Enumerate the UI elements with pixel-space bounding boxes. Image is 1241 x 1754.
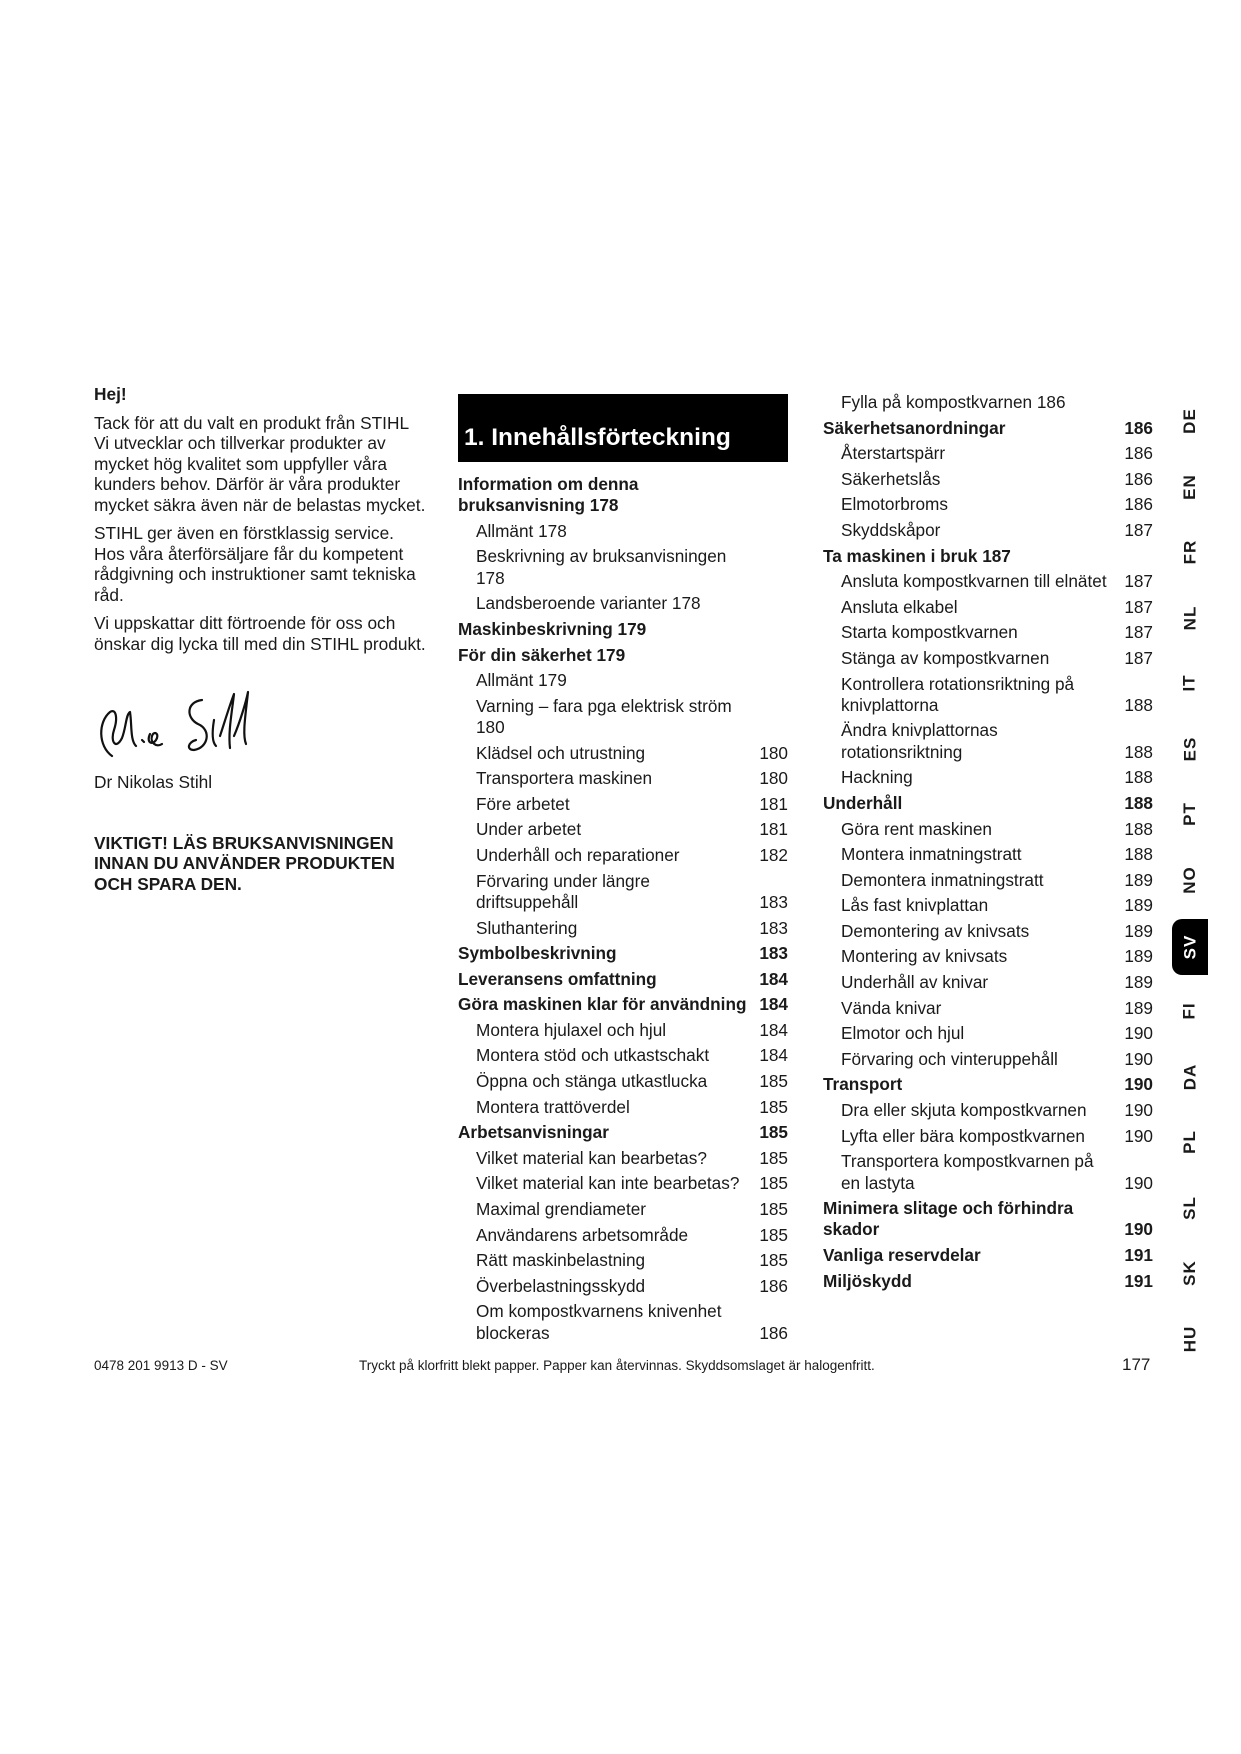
toc-entry (458, 819, 788, 840)
toc-entry (458, 969, 788, 990)
toc-entry (823, 418, 1153, 439)
toc-entry-title: Montera hjulaxel och hjul (476, 1019, 667, 1040)
toc-entry (823, 494, 1153, 515)
language-tab-label: FR (1179, 539, 1199, 565)
toc-entry-title: Minimera slitage och förhindra skador (823, 1198, 1074, 1240)
language-tab-label: SK (1180, 1260, 1199, 1286)
toc-entry-page: 184 (759, 968, 788, 989)
toc-entry (458, 593, 788, 614)
toc-entry-title: Förvaring under längre driftsuppehåll (476, 870, 650, 912)
language-tab-hu (1172, 1311, 1208, 1367)
toc-entry-title: Montera inmatningstratt (841, 844, 1022, 865)
toc-entry-page: 187 (1124, 647, 1153, 668)
toc-entry-title: Varning – fara pga elektrisk ström 180 (476, 695, 732, 738)
toc-entry-title: Före arbetet (476, 793, 570, 814)
toc-entry-page: 189 (1124, 869, 1153, 890)
language-tab-label: FI (1179, 1002, 1199, 1020)
toc-entry (823, 622, 1153, 643)
toc-entry-page: 190 (1124, 1125, 1153, 1146)
toc-entry-page: 182 (759, 845, 788, 866)
language-tab-en (1172, 459, 1208, 515)
toc-entry (823, 1126, 1153, 1147)
toc-entry-title: Säkerhetslås (841, 468, 941, 489)
toc-entry (458, 1122, 788, 1143)
language-tab-label: DA (1180, 1063, 1199, 1091)
toc-entry-title: Maskinbeskrivning 179 (458, 618, 647, 639)
toc-entry-page: 190 (1124, 1100, 1153, 1121)
toc-entry-page: 184 (759, 994, 788, 1015)
toc-entry-page: 186 (759, 1275, 788, 1296)
toc-entry-page: 186 (1124, 468, 1153, 489)
toc-entry-page: 187 (1124, 519, 1153, 540)
toc-entry-title: Symbolbeskrivning (458, 943, 617, 964)
toc-entry (823, 1074, 1153, 1095)
toc-entry-title: Information om denna bruksanvisning 178 (458, 474, 639, 516)
language-tab-da (1172, 1049, 1208, 1105)
toc-entry (823, 895, 1153, 916)
toc-entry (823, 998, 1153, 1019)
toc-entry-page: 189 (1124, 920, 1153, 941)
toc-entry-title: Lås fast knivplattan (841, 895, 989, 916)
toc-entry (458, 1276, 788, 1297)
toc-entry-page: 183 (759, 891, 788, 912)
language-tab-label: HU (1180, 1325, 1199, 1353)
toc-entry-title: Överbelastningsskydd (476, 1275, 646, 1296)
toc-entry-title: Användarens arbetsområde (476, 1224, 689, 1245)
toc-entry-title: Skyddskåpor (841, 519, 941, 540)
toc-entry-page: 190 (1124, 1219, 1153, 1240)
toc-entry (458, 768, 788, 789)
toc-entry (458, 1199, 788, 1220)
toc-entry-page: 181 (759, 793, 788, 814)
toc-entry-title: Återstartspärr (841, 443, 946, 464)
footer-note: Tryckt på klorfritt blekt papper. Papper kan återvinnas. Skyddsomslaget är halogenfritt. (359, 1358, 875, 1373)
toc-entry-page: 190 (1124, 1074, 1153, 1095)
signature-image (90, 684, 260, 762)
toc-entry (458, 474, 788, 517)
toc-entry (823, 870, 1153, 891)
toc-entry-page: 188 (1124, 767, 1153, 788)
toc-entry (458, 1250, 788, 1271)
toc-entry-title: Under arbetet (476, 819, 582, 840)
toc-entry-page: 187 (1124, 596, 1153, 617)
toc-entry-title: Öppna och stänga utkastlucka (476, 1071, 708, 1092)
toc-entry (823, 546, 1153, 567)
toc-entry-page: 190 (1124, 1172, 1153, 1193)
toc-column-middle (458, 474, 788, 1348)
toc-entry-page: 186 (1124, 443, 1153, 464)
toc-entry-title: Sluthantering (476, 917, 578, 938)
toc-entry-title: Göra rent maskinen (841, 818, 992, 839)
toc-entry (458, 1173, 788, 1194)
toc-entry-page: 188 (1124, 844, 1153, 865)
toc-entry-title: Om kompostkvarnens knivenhet blockeras (476, 1301, 722, 1343)
toc-entry-page: 186 (1124, 417, 1153, 438)
toc-entry (823, 520, 1153, 541)
toc-entry-title: Montera stöd och utkastschakt (476, 1045, 710, 1066)
toc-entry (823, 469, 1153, 490)
toc-column-right (823, 392, 1153, 1296)
toc-entry-page: 185 (759, 1122, 788, 1143)
language-tab-fi (1172, 983, 1208, 1039)
toc-entry-page: 183 (759, 917, 788, 938)
toc-entry-title: Miljöskydd (823, 1270, 912, 1291)
toc-entry (458, 619, 788, 640)
toc-entry-page: 181 (759, 819, 788, 840)
toc-entry-title: Göra maskinen klar för användning (458, 994, 747, 1015)
toc-entry (458, 1020, 788, 1041)
toc-entry-page: 187 (1124, 622, 1153, 643)
document-number: 0478 201 9913 D - SV (94, 1358, 228, 1373)
toc-entry (823, 443, 1153, 464)
toc-entry-title: Underhåll och reparationer (476, 845, 680, 866)
toc-entry-page: 189 (1124, 895, 1153, 916)
toc-entry-title: Beskrivning av bruksanvisningen 178 (476, 546, 727, 588)
toc-entry-title: Landsberoende varianter 178 (476, 593, 701, 614)
language-tab-es (1172, 721, 1208, 777)
toc-heading: 1. Innehållsförteckning (458, 394, 788, 462)
toc-entry-title: Vilket material kan inte bearbetas? (476, 1173, 740, 1194)
signature-name: Dr Nikolas Stihl (94, 772, 213, 792)
toc-entry-page: 180 (759, 768, 788, 789)
toc-entry (823, 1151, 1153, 1194)
toc-entry (458, 743, 788, 764)
language-tab-label: ES (1180, 736, 1199, 762)
toc-entry (823, 392, 1153, 413)
toc-entry-title: Elmotor och hjul (841, 1023, 965, 1044)
toc-entry-page: 185 (759, 1071, 788, 1092)
language-tab-label: DE (1180, 408, 1199, 434)
toc-entry (823, 819, 1153, 840)
toc-entry (823, 946, 1153, 967)
language-tab-sv (1172, 919, 1208, 975)
language-tab-label: IT (1179, 674, 1199, 692)
toc-entry (458, 1071, 788, 1092)
toc-entry (823, 1271, 1153, 1292)
page-number: 177 (1122, 1355, 1151, 1374)
toc-entry (458, 546, 788, 589)
toc-entry-title: Förvaring och vinteruppehåll (841, 1048, 1058, 1069)
toc-entry (458, 943, 788, 964)
toc-entry-title: För din säkerhet 179 (458, 644, 626, 665)
toc-entry (458, 1097, 788, 1118)
toc-entry (458, 696, 788, 739)
toc-entry (823, 1198, 1153, 1241)
toc-entry-title: Säkerhetsanordningar (823, 417, 1006, 438)
toc-entry-page: 183 (759, 943, 788, 964)
toc-entry-page: 180 (759, 742, 788, 763)
toc-entry (458, 1045, 788, 1066)
toc-entry-page: 188 (1124, 741, 1153, 762)
toc-entry-title: Stänga av kompostkvarnen (841, 647, 1050, 668)
intro-column (94, 384, 428, 902)
toc-entry-page: 185 (759, 1147, 788, 1168)
toc-entry-page: 189 (1124, 972, 1153, 993)
toc-entry-page: 185 (759, 1250, 788, 1271)
language-tab-label: PT (1179, 802, 1199, 826)
toc-entry-page: 189 (1124, 946, 1153, 967)
toc-entry (458, 918, 788, 939)
toc-entry (458, 1148, 788, 1169)
toc-entry-title: Vända knivar (841, 997, 942, 1018)
toc-entry-title: Montering av knivsats (841, 946, 1008, 967)
language-tab-label: SL (1179, 1196, 1199, 1220)
toc-entry (823, 1049, 1153, 1070)
toc-entry (823, 767, 1153, 788)
toc-entry-title: Transport (823, 1074, 903, 1095)
toc-entry-page: 185 (759, 1224, 788, 1245)
intro-paragraph-2: STIHL ger även en förstklassig service. Hos våra återförsäljare får du kompetent rådgivning och instruktioner samt tekniska råd. (94, 523, 416, 605)
toc-entry-title: Hackning (841, 767, 913, 788)
toc-entry-title: Allmänt 179 (476, 670, 567, 691)
language-tab-sk (1172, 1245, 1208, 1301)
toc-entry-title: Montera trattöverdel (476, 1096, 630, 1117)
toc-entry (458, 521, 788, 542)
language-tab-sl (1172, 1180, 1208, 1236)
toc-entry (458, 871, 788, 914)
toc-entry-title: Transportera maskinen (476, 768, 653, 789)
toc-entry-title: Underhåll av knivar (841, 972, 989, 993)
toc-entry-page: 187 (1124, 571, 1153, 592)
language-tab-nl (1172, 590, 1208, 646)
toc-entry (823, 674, 1153, 717)
toc-entry (458, 1225, 788, 1246)
toc-entry (458, 845, 788, 866)
toc-entry-title: Klädsel och utrustning (476, 742, 646, 763)
language-tab-de (1172, 393, 1208, 449)
toc-entry (823, 720, 1153, 763)
toc-entry-title: Ändra knivplattornas rotationsriktning (841, 720, 998, 762)
toc-entry (823, 648, 1153, 669)
toc-entry-title: Demontera inmatningstratt (841, 869, 1044, 890)
language-tab-label: PL (1179, 1130, 1199, 1154)
language-tab-it (1172, 655, 1208, 711)
toc-entry-title: Rätt maskinbelastning (476, 1250, 646, 1271)
toc-entry (823, 972, 1153, 993)
toc-entry-title: Allmänt 178 (476, 520, 567, 541)
toc-entry-title: Starta kompostkvarnen (841, 622, 1018, 643)
toc-entry-title: Lyfta eller bära kompostkvarnen (841, 1125, 1085, 1146)
toc-entry (458, 1301, 788, 1344)
toc-entry (823, 921, 1153, 942)
toc-entry-title: Elmotorbroms (841, 494, 948, 515)
toc-entry (823, 844, 1153, 865)
toc-entry-page: 184 (759, 1045, 788, 1066)
toc-entry (458, 994, 788, 1015)
toc-entry-page: 185 (759, 1199, 788, 1220)
intro-paragraph-1: Tack för att du valt en produkt från STIHL Vi utvecklar och tillverkar produkter av mycket hög kvalitet som uppfyller våra kunders behov. Därför är våra produkter mycket säkra även när de belastas mycket. (94, 412, 426, 515)
toc-entry-title: Ta maskinen i bruk 187 (823, 545, 1011, 566)
toc-entry-title: Arbetsanvisningar (458, 1122, 609, 1143)
toc-entry-page: 188 (1124, 792, 1153, 813)
language-tab-fr (1172, 524, 1208, 580)
toc-entry-page: 190 (1124, 1048, 1153, 1069)
toc-entry-title: Maximal grendiameter (476, 1199, 647, 1220)
toc-entry-page: 189 (1124, 997, 1153, 1018)
toc-entry (823, 793, 1153, 814)
toc-entry-page: 184 (759, 1019, 788, 1040)
toc-entry (458, 645, 788, 666)
toc-entry-page: 186 (1124, 494, 1153, 515)
toc-entry-page: 186 (759, 1322, 788, 1343)
toc-entry-title: Ansluta elkabel (841, 596, 958, 617)
toc-entry-title: Underhåll (823, 792, 903, 813)
toc-entry-page: 188 (1124, 818, 1153, 839)
toc-entry-title: Vilket material kan bearbetas? (476, 1147, 707, 1168)
toc-entry (823, 1023, 1153, 1044)
toc-entry-title: Vanliga reservdelar (823, 1245, 981, 1265)
toc-entry (823, 597, 1153, 618)
intro-paragraph-3: Vi uppskattar ditt förtroende för oss och önskar dig lycka till med din STIHL produkt. (94, 613, 426, 654)
toc-entry-title: Ansluta kompostkvarnen till elnätet (841, 571, 1107, 592)
language-tab-pt (1172, 786, 1208, 842)
toc-entry-page: 190 (1124, 1023, 1153, 1044)
toc-entry-page: 191 (1124, 1245, 1153, 1265)
toc-entry-title: Kontrollera rotationsriktning på knivplattorna (841, 673, 1075, 715)
toc-entry-page: 188 (1124, 694, 1153, 715)
toc-entry-title: Dra eller skjuta kompostkvarnen (841, 1100, 1087, 1121)
toc-entry (458, 794, 788, 815)
language-tab-label: NO (1180, 866, 1199, 894)
greeting: Hej! (94, 384, 127, 404)
toc-entry-title: Demontering av knivsats (841, 920, 1030, 941)
toc-entry-title: Leveransens omfattning (458, 968, 657, 989)
toc-entry (823, 1100, 1153, 1121)
toc-entry (823, 1245, 1153, 1266)
toc-entry-page: 191 (1124, 1270, 1153, 1291)
toc-entry-title: Transportera kompostkvarnen på en lastyta (841, 1151, 1094, 1193)
toc-entry-page: 185 (759, 1096, 788, 1117)
toc-entry-page: 185 (759, 1173, 788, 1194)
toc-entry (458, 670, 788, 691)
language-tab-label: NL (1179, 605, 1199, 631)
toc-entry-title: Fylla på kompostkvarnen 186 (841, 392, 1066, 412)
toc-entry (823, 571, 1153, 592)
language-tab-label: SV (1180, 934, 1199, 960)
language-tab-no (1172, 852, 1208, 908)
language-tab-pl (1172, 1114, 1208, 1170)
language-tab-label: EN (1180, 474, 1199, 500)
warning-text: VIKTIGT! LÄS BRUKSANVISNINGEN INNAN DU ANVÄNDER PRODUKTEN OCH SPARA DEN. (94, 832, 395, 894)
